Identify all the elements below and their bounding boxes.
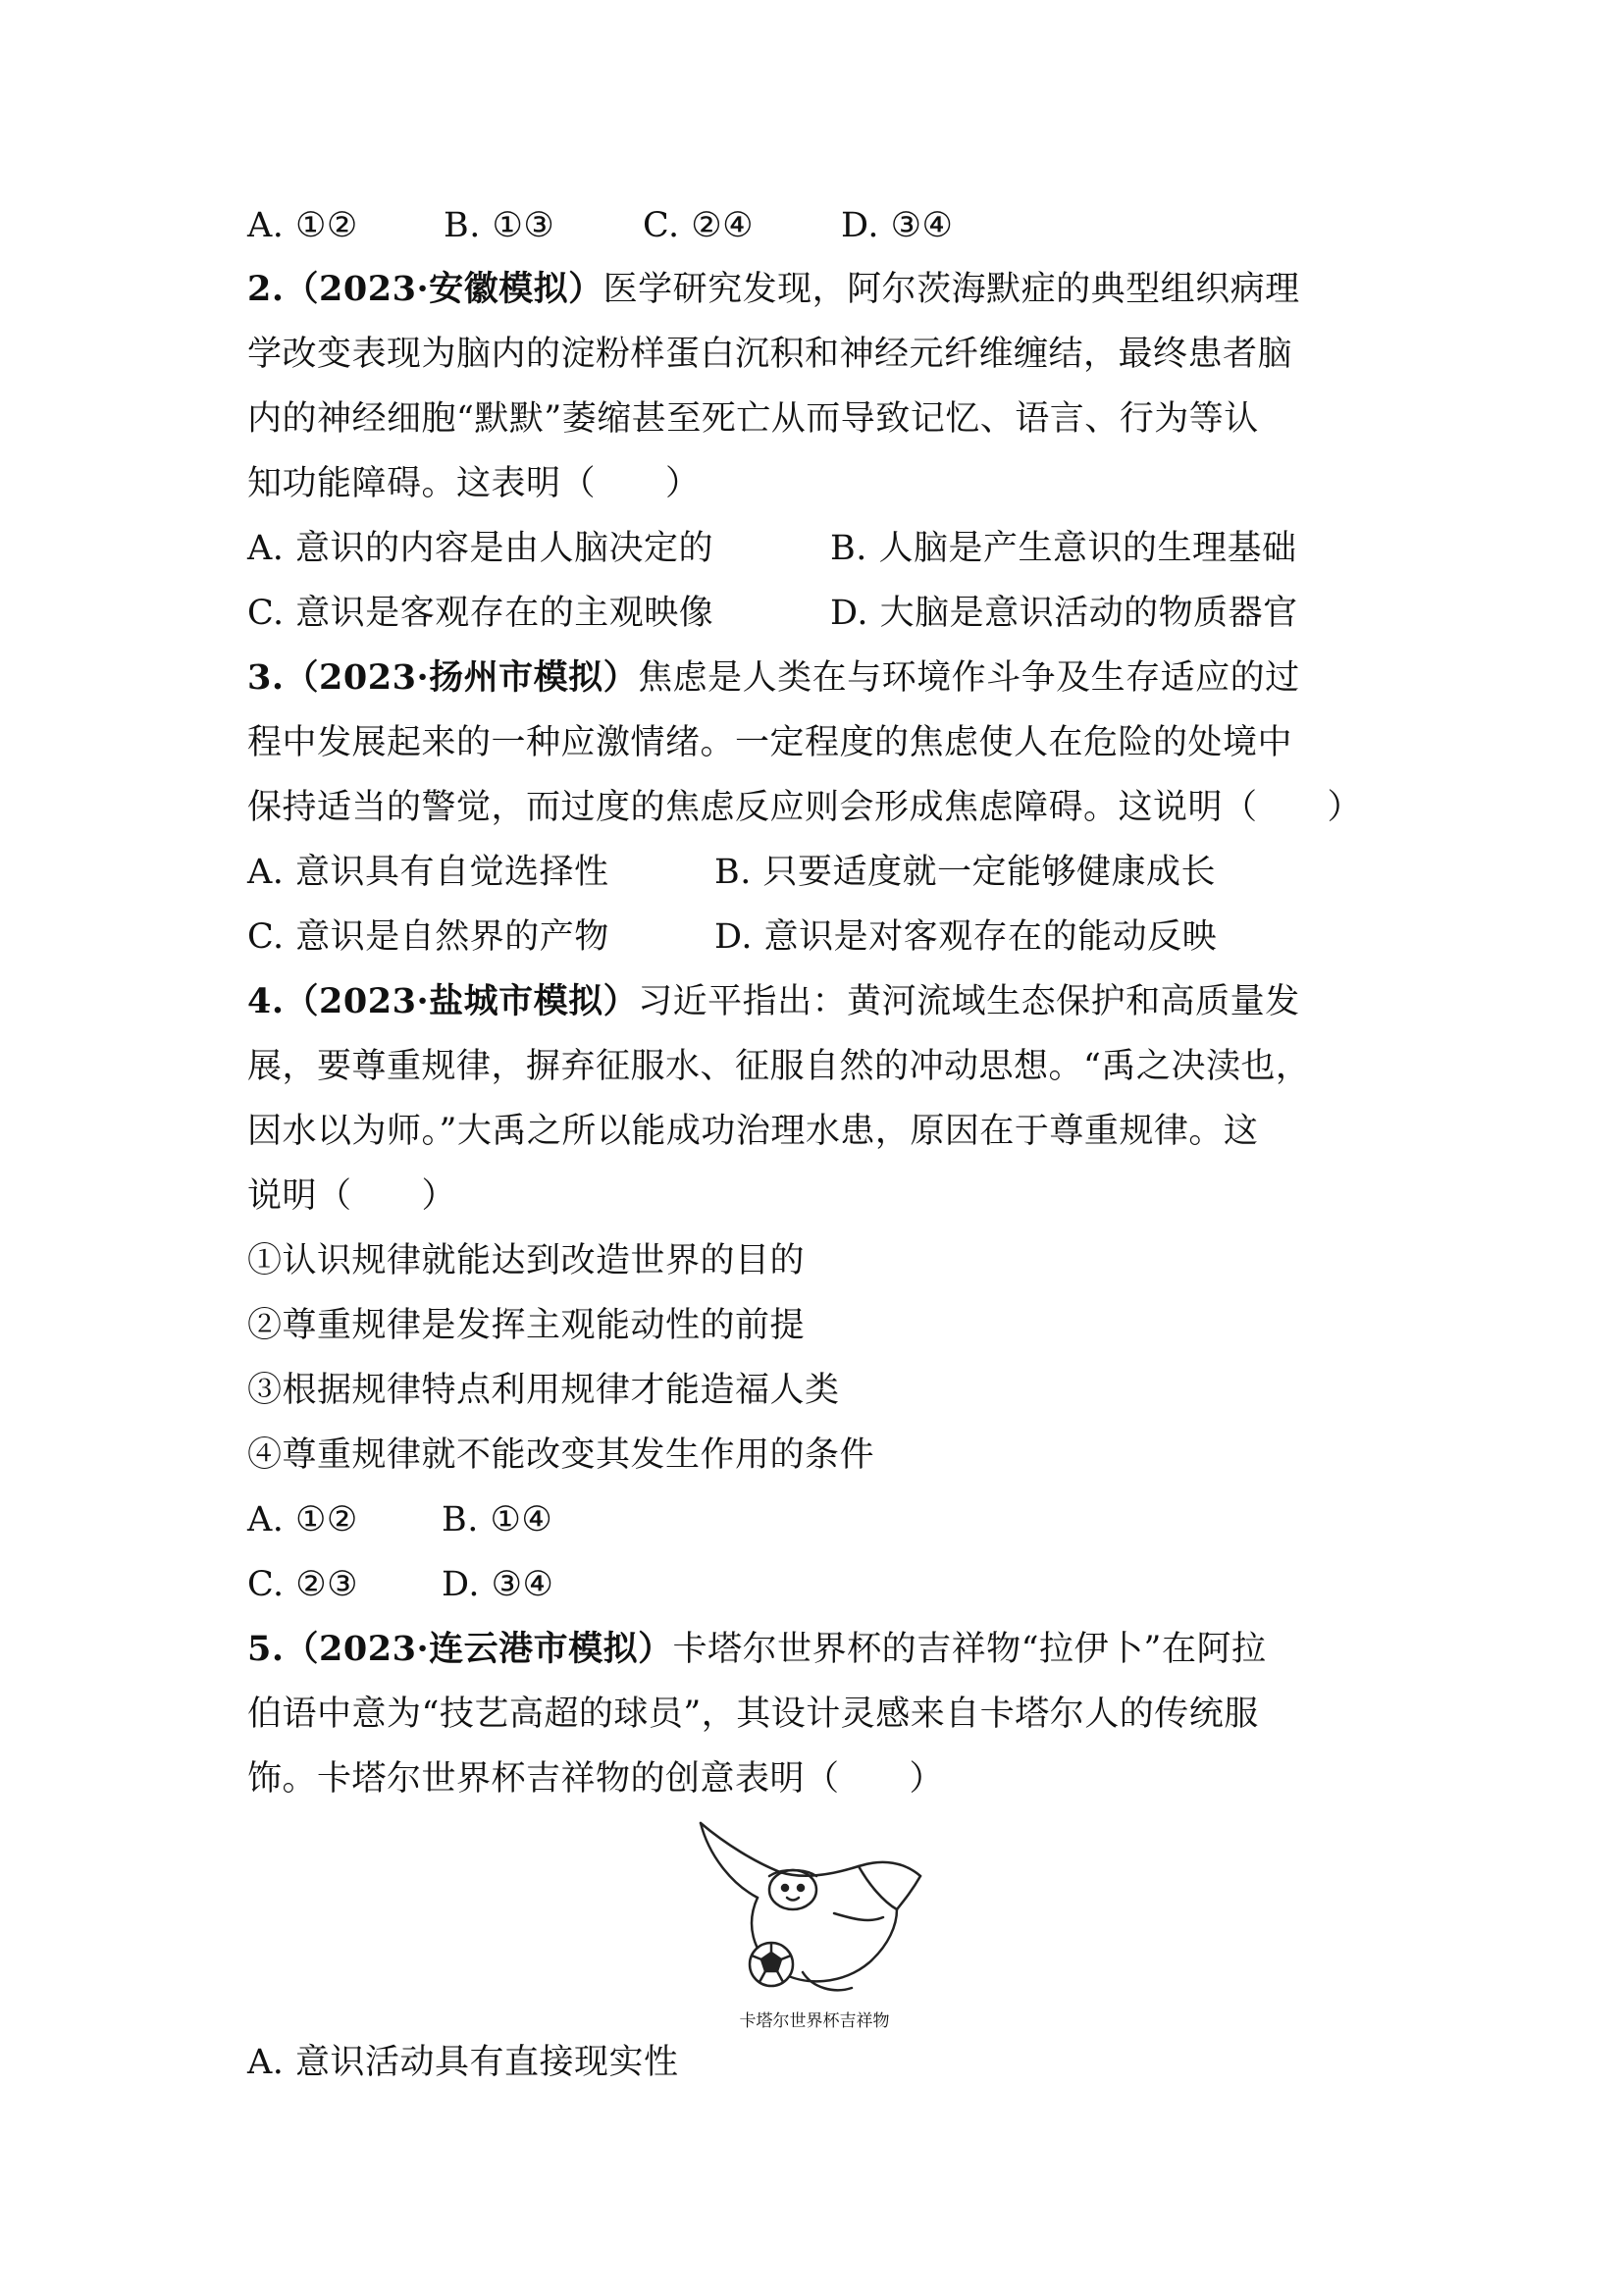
- q4-item-2: ②尊重规律是发挥主观能动性的前提: [247, 1306, 806, 1345]
- q2-stem-line-1: [247, 268, 1300, 311]
- q5-stem-line-2: 伯语中意为“技艺高超的球员”，其设计灵感来自卡塔尔人的传统服: [247, 1695, 1259, 1734]
- q1-option-a: A. ①②: [247, 206, 358, 245]
- mascot-illustration: [687, 1815, 942, 2007]
- mascot-figure: [687, 1815, 942, 2031]
- q4-option-d: D. ③④: [442, 1565, 554, 1604]
- q3-option-d: D. 意识是对客观存在的能动反映: [714, 917, 1218, 957]
- q2-text: 医学研究发现，阿尔茨海默症的典型组织病理: [602, 270, 1300, 309]
- q2-number: 2.: [247, 269, 285, 309]
- q4-stem-line-2: 展，要尊重规律，摒弃征服水、征服自然的冲动思想。“禹之决渎也，: [247, 1047, 1311, 1086]
- q5-stem-line-1: [247, 1628, 1266, 1671]
- q3-option-b: B. 只要适度就一定能够健康成长: [714, 853, 1216, 892]
- q1-option-c: C. ②④: [643, 206, 755, 245]
- q3-stem-line-3: 保持适当的警觉，而过度的焦虑反应则会形成焦虑障碍。这说明（ ）: [247, 788, 1363, 827]
- q4-option-c: C. ②③: [247, 1565, 359, 1604]
- q5-text: 卡塔尔世界杯的吉祥物“拉伊卜”在阿拉: [672, 1630, 1267, 1669]
- q5-source: （2023·连云港市模拟）: [284, 1629, 673, 1669]
- q2-stem-line-4: 知功能障碍。这表明（ ）: [247, 464, 701, 503]
- q3-option-c: C. 意识是自然界的产物: [247, 917, 609, 957]
- q2-stem-line-2: 学改变表现为脑内的淀粉样蛋白沉积和神经元纤维缠结，最终患者脑: [247, 335, 1293, 374]
- q1-option-d: D. ③④: [841, 206, 954, 245]
- q2-option-d: D. 大脑是意识活动的物质器官: [830, 594, 1298, 633]
- q4-stem-line-4: 说明（ ）: [247, 1176, 457, 1216]
- q3-text: 焦虑是人类在与环境作斗争及生存适应的过: [638, 658, 1300, 698]
- q3-number: 3.: [247, 657, 285, 698]
- q1-option-b: B. ①③: [444, 206, 555, 245]
- q4-item-4: ④尊重规律就不能改变其发生作用的条件: [247, 1435, 875, 1475]
- q2-option-b: B. 人脑是产生意识的生理基础: [830, 529, 1297, 568]
- q2-source: （2023·安徽模拟）: [284, 269, 603, 309]
- q4-item-1: ①认识规律就能达到改造世界的目的: [247, 1241, 806, 1280]
- q4-source: （2023·盐城市模拟）: [284, 981, 639, 1021]
- q5-number: 5.: [247, 1629, 285, 1669]
- q4-text: 习近平指出：黄河流域生态保护和高质量发: [638, 982, 1300, 1021]
- q3-option-a: A. 意识具有自觉选择性: [247, 853, 609, 892]
- figure-caption: 卡塔尔世界杯吉祥物: [739, 2011, 890, 2031]
- q4-option-a: A. ①②: [247, 1500, 358, 1539]
- q5-option-a: A. 意识活动具有直接现实性: [247, 2043, 679, 2082]
- q2-option-a: A. 意识的内容是由人脑决定的: [247, 529, 714, 568]
- q4-stem-line-3: 因水以为师。”大禹之所以能成功治理水患，原因在于尊重规律。这: [247, 1112, 1259, 1151]
- q2-stem-line-3: 内的神经细胞“默默”萎缩甚至死亡从而导致记忆、语言、行为等认: [247, 399, 1259, 439]
- q5-stem-line-3: 饰。卡塔尔世界杯吉祥物的创意表明（ ）: [247, 1759, 945, 1799]
- q4-item-3: ③根据规律特点利用规律才能造福人类: [247, 1371, 840, 1410]
- q4-number: 4.: [247, 981, 285, 1021]
- q4-option-b: B. ①④: [442, 1500, 553, 1539]
- q3-source: （2023·扬州市模拟）: [284, 657, 639, 698]
- q2-option-c: C. 意识是客观存在的主观映像: [247, 594, 714, 633]
- q4-stem-line-1: [247, 980, 1300, 1023]
- q3-stem-line-1: [247, 656, 1300, 700]
- q3-stem-line-2: 程中发展起来的一种应激情绪。一定程度的焦虑使人在危险的处境中: [247, 723, 1293, 762]
